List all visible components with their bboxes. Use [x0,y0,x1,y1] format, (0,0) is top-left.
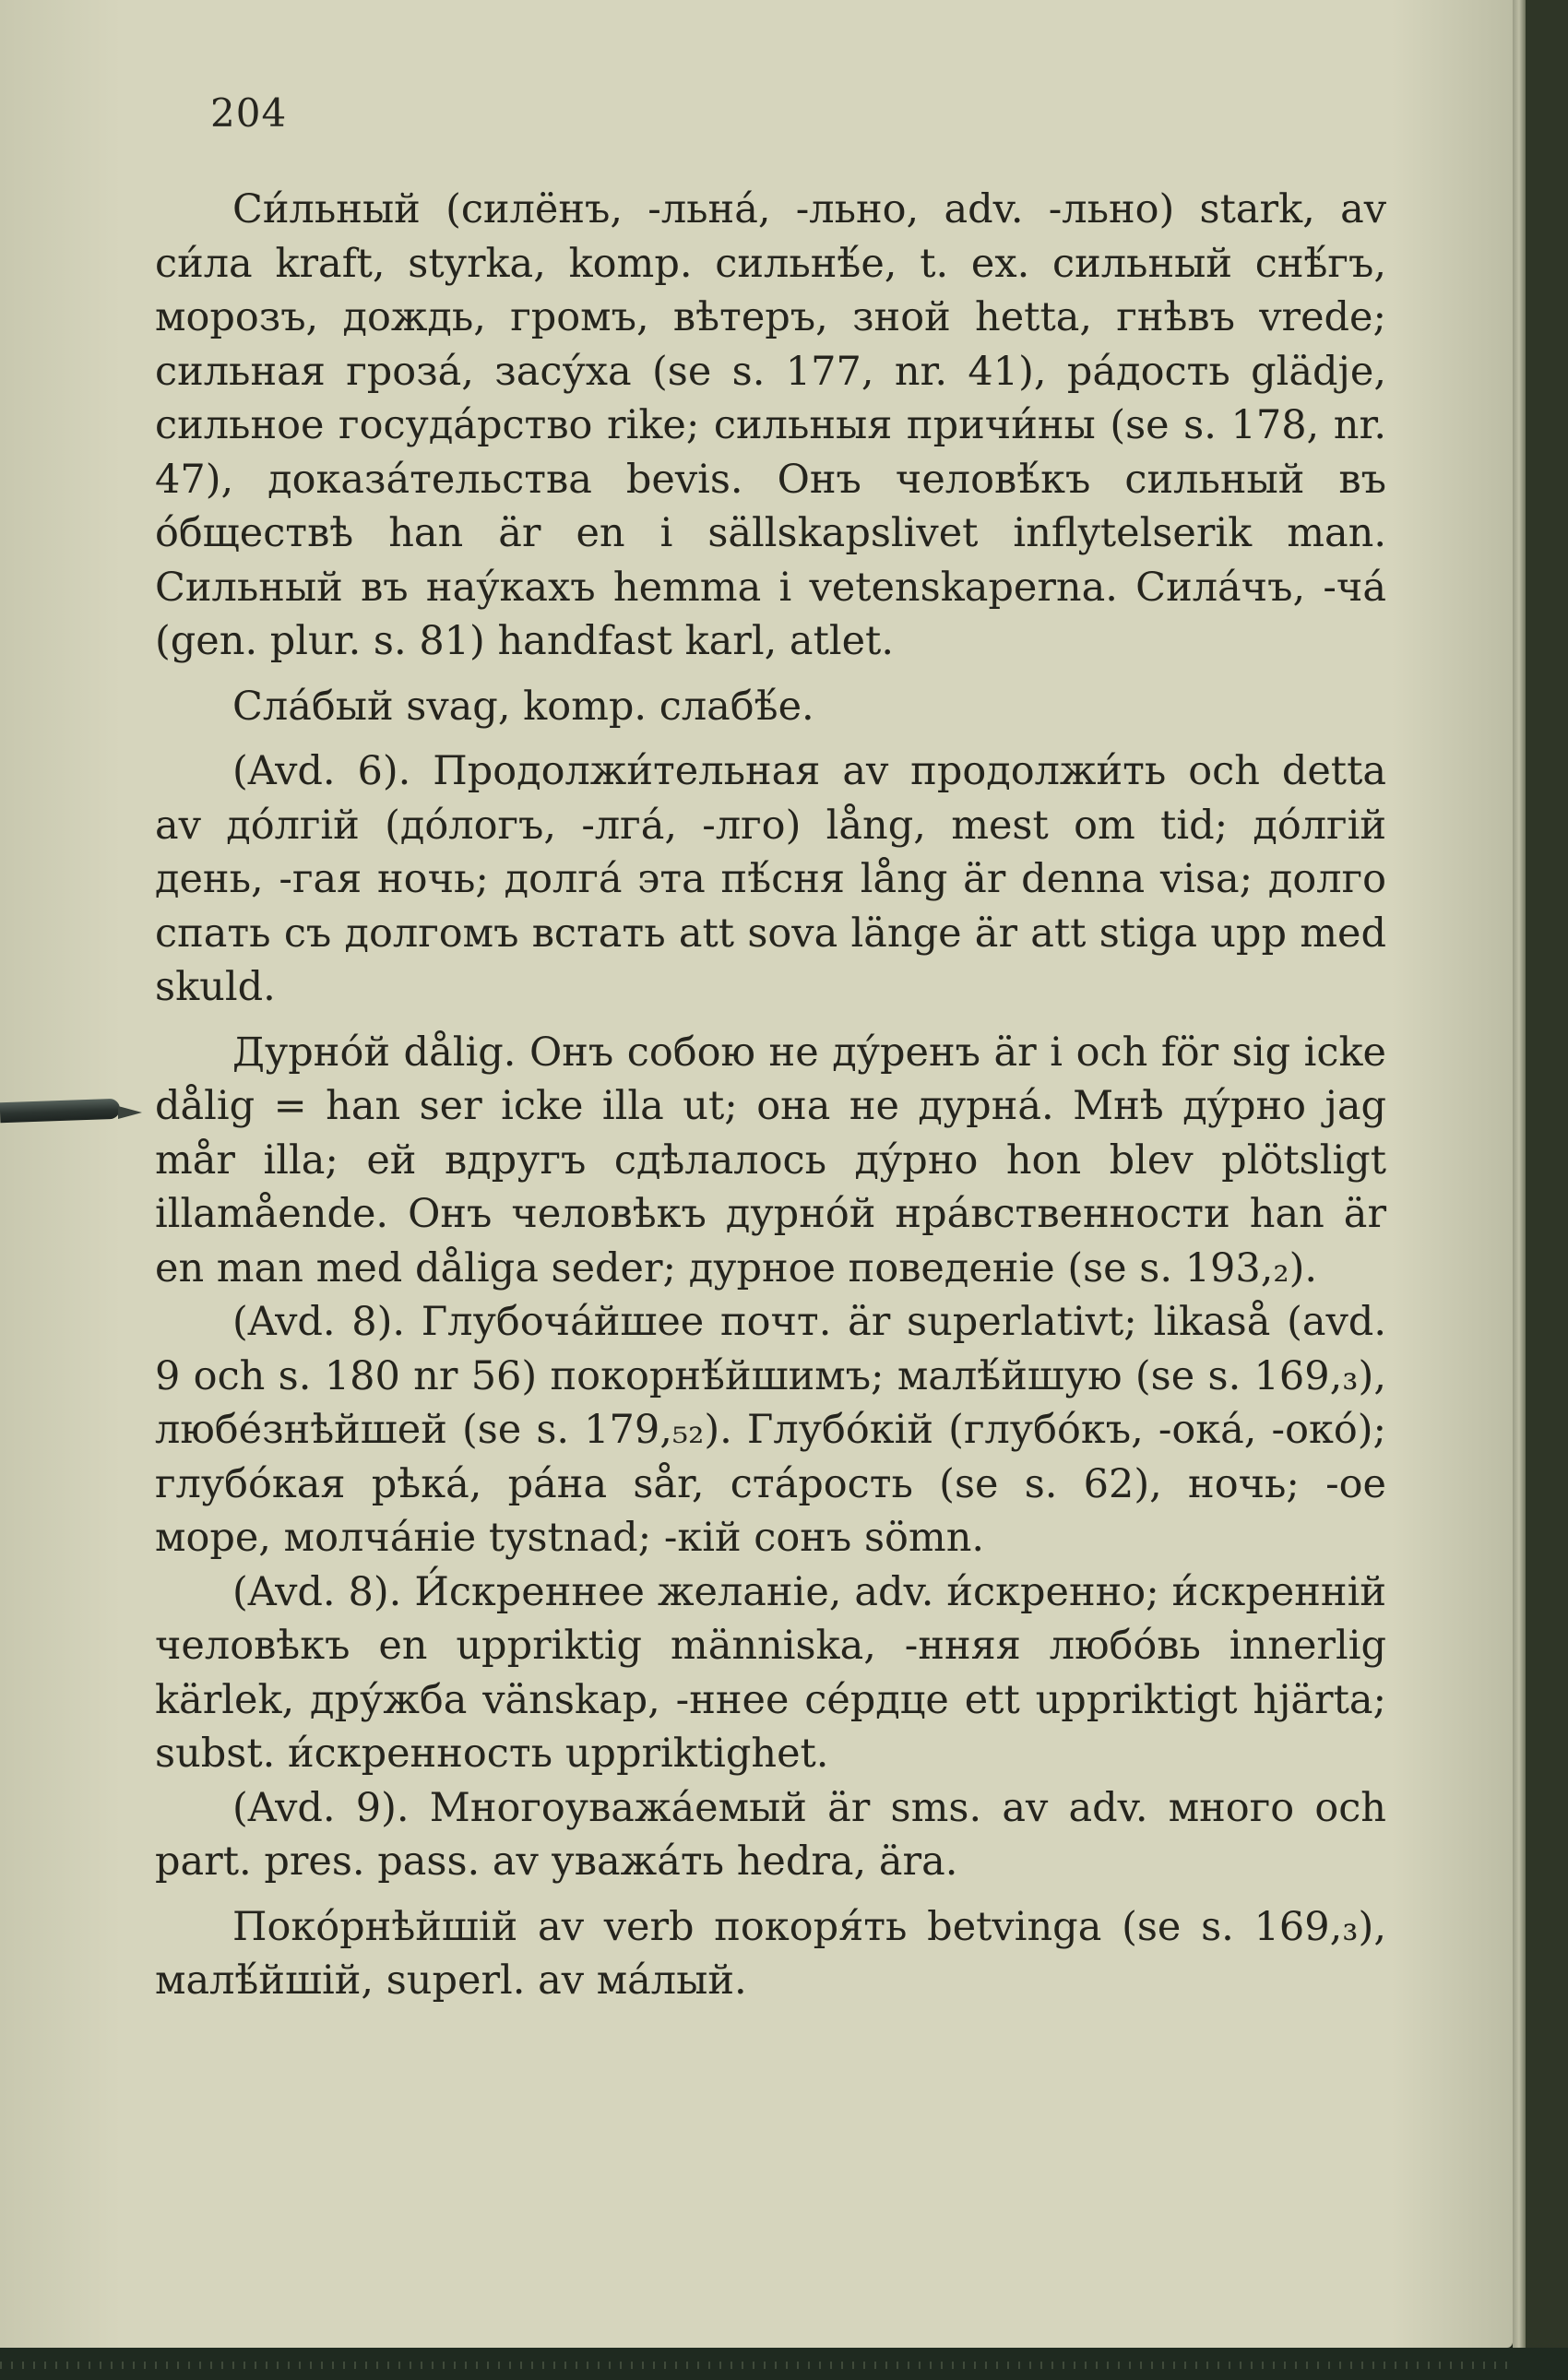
paragraph-durnoj: Дурно́й dålig. Онъ собою не ду́ренъ är i och för sig icke dålig = han ser icke illa ut; она не дурна́. Мнѣ ду́рно jag mår illa; ей вдругъ сдѣлалось ду́рно hon blev plötsligt illamående. Онъ человѣкъ дурно́й нра́вственности han är en man med dåliga seder; дурное поведеніе (se s. 193,₂). [155,1029,1386,1291]
pen-tip [118,1106,142,1119]
measurement-scale [0,2362,1513,2369]
paragraph-silnyj: Си́льный (силёнъ, -льна́, -льно, adv. -льно) stark, av си́ла kraft, styrka, komp. сильнѣ́е, t. ex. сильный снѣ́гъ, морозъ, дождь, громъ, вѣтеръ, зной hetta, гнѣвъ vrede; сильная гроза́, засу́ха (se s. 177, nr. 41), ра́дость glädje, сильное госуда́рство rike; сильныя причи́ны (se s. 178, nr. 47), доказа́тельства bevis. Онъ человѣ́къ сильный въ о́бществѣ han är en i sällskapslivet inflytelserik man. Сильный въ нау́кахъ hemma i vetenskaperna. Сила́чъ, -ча́ (gen. plur. s. 81) handfast karl, atlet. [155,186,1386,664]
page-edge [1513,0,1526,2348]
paragraph-avd-8-iskrennee: (Avd. 8). И́скреннее желаніе, adv. и́скренно; и́скренній человѣкъ en uppriktig människa, -нняя любо́вь innerlig kärlek, дру́жба vänskap, -ннее се́рдце ett uppriktigt hjärta; subst. и́скренность uppriktighet. [155,1568,1386,1777]
paragraph-slabyj: Сла́бый svag, komp. слабѣ́е. [232,683,814,730]
pen-pointer [0,1099,120,1124]
page-number: 204 [210,90,288,136]
paragraph-avd-9: (Avd. 9). Многоуважа́емый är sms. av adv. много och part. pres. pass. av уважа́ть hedra, ära. [155,1784,1386,1885]
paragraph-avd-8-glubokij: (Avd. 8). Глубоча́йшее почт. är superlativt; likaså (avd. 9 och s. 180 nr 56) покорнѣ́йшимъ; малѣ́йшую (se s. 169,₃), любе́знѣйшей (se s. 179,₅₂). Глубо́кій (глубо́къ, -ока́, -око́); глубо́кая рѣка́, ра́на sår, ста́рость (se s. 62), ночь; -ое море, молча́ніе tystnad; -кій сонъ sömn. [155,1299,1386,1561]
paragraph-pokornejshij: Поко́рнѣйшій av verb покоря́ть betvinga (se s. 169,₃), малѣ́йшій, superl. av ма́лый. [155,1903,1386,2004]
background-right [1526,0,1568,2380]
page-body [155,183,1386,2008]
paragraph-avd-6: (Avd. 6). Продолжи́тельная av продолжи́ть och detta av до́лгій (до́логъ, -лга́, -лго) lång, mest om tid; до́лгій день, -гая ночь; долга́ эта пѣ́сня lång är denna visa; долго спать съ долгомъ встать att sova länge är att stiga upp med skuld. [155,748,1386,1010]
